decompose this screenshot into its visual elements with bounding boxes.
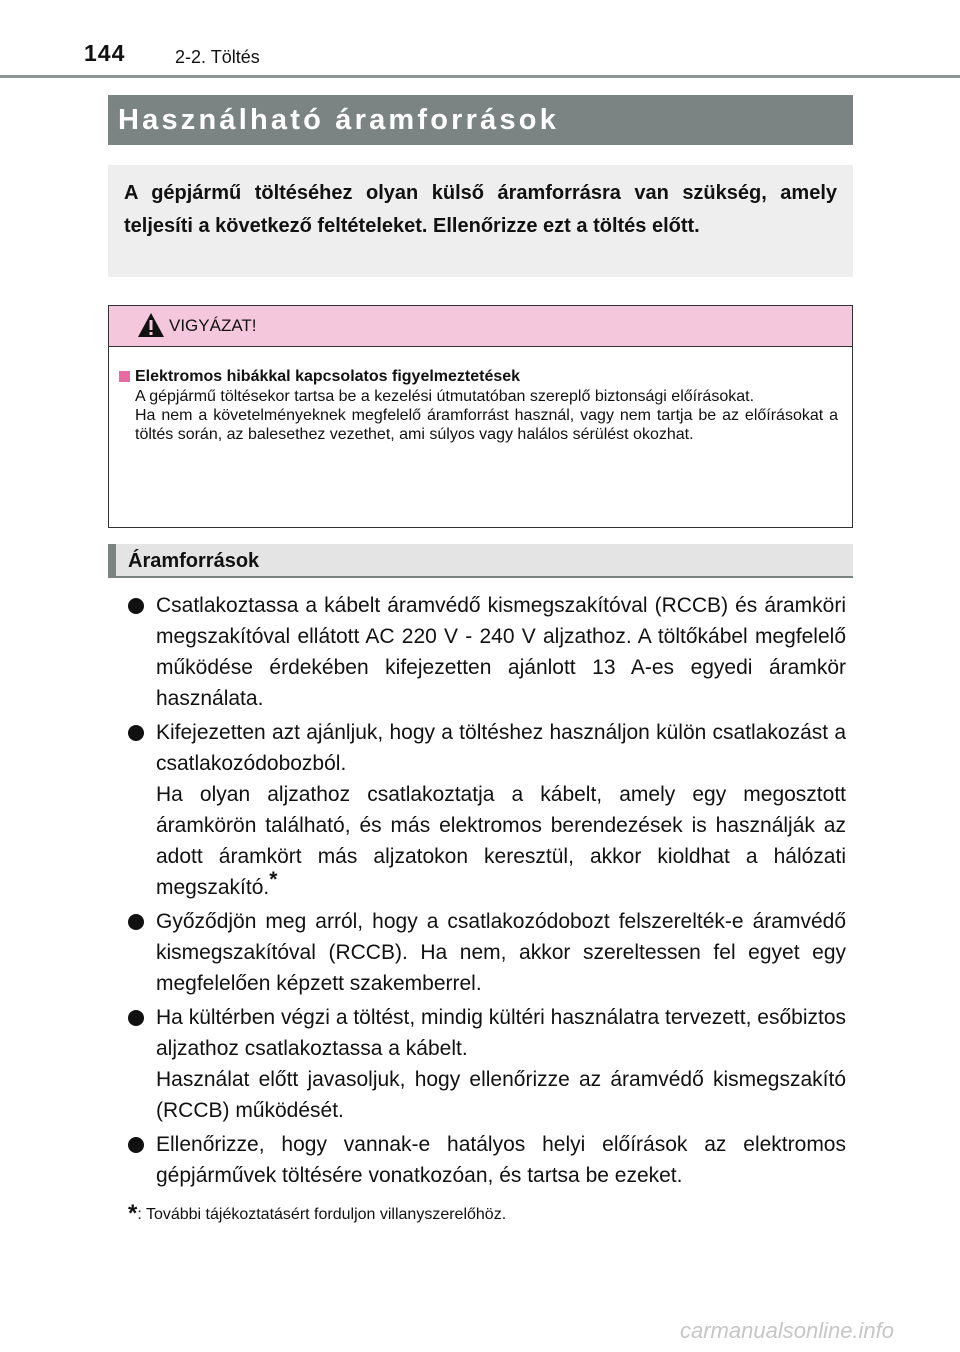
caution-paragraph-2: Ha nem a követelményeknek megfelelő áramforrást használ, vagy nem tartja be az előírásokat a töltés során, az balesethez vezethet, ami súlyos vagy halálos sérülést okozhat. [135,407,838,443]
bullet-item [128,1002,846,1126]
bullet-item [128,590,846,714]
page-title: Használható áramforrások [108,95,853,145]
bullet-dot [128,914,144,930]
caution-subheading-text: Elektromos hibákkal kapcsolatos figyelmeztetések [135,368,521,385]
bullet-text: Csatlakoztassa a kábelt áramvédő kismegszakítóval (RCCB) és áramköri megszakítóval ellátott AC 220 V - 240 V aljzathoz. A töltőkábel megfelelő működése érdekében kifejezetten ajánlott 13 A-es egyedi áramkör használata. [156,594,846,710]
bullet-dot [128,1010,144,1026]
caution-paragraph-1: A gépjármű töltésekor tartsa be a kezelési útmutatóban szereplő biztonsági előírásokat. [135,388,755,405]
footnote-mark: * [128,1200,138,1227]
bullet-text: Győződjön meg arról, hogy a csatlakozódobozt felszerelték-e áramvédő kismegszakítóval (RCCB). Ha nem, akkor szereltessen fel egyet egy megfelelően képzett szakemberrel. [156,910,846,995]
bullet-dot [128,1137,144,1153]
footnote-reference-mark: * [269,868,278,891]
caution-subheading [119,367,838,387]
bullet-text: Ha kültérben végzi a töltést, mindig kültéri használatra tervezett, esőbiztos aljzathoz csatlakoztassa a kábelt. [156,1006,846,1060]
bullet-item [128,717,846,903]
caution-box [108,305,853,528]
bullet-text: Kifejezetten azt ajánljuk, hogy a töltéshez használjon külön csatlakozást a csatlakozódobozból. [156,721,846,775]
header-rule [0,75,960,78]
page-number: 144 [84,40,126,66]
caution-label: VIGYÁZAT! [169,316,257,335]
caution-header [109,306,852,347]
bullet-item [128,906,846,999]
bullet-text-part: Ha olyan aljzathoz csatlakoztatja a kábelt, amely egy megosztott áramkörön található, és más elektromos berendezések is használják az adott áramkört más aljzatokon keresztül, akkor kioldhat a hálózati megszakító. [156,783,846,899]
bullet-item [128,1129,846,1191]
bullet-text-continued [156,779,846,903]
subsection-title: Áramforrások [128,550,260,572]
pink-square-marker [119,371,130,382]
subsection-header [108,544,853,578]
bullet-text-continued: Használat előtt javasoljuk, hogy ellenőrizze az áramvédő kismegszakító (RCCB) működését. [156,1068,846,1122]
bullet-dot [128,725,144,741]
footnote [128,1200,506,1228]
footnote-text: : További tájékoztatásért forduljon villanyszerelőhöz. [137,1206,507,1223]
subsection-accent [108,544,116,576]
warning-triangle-icon [137,312,165,338]
section-reference: 2-2. Töltés [175,47,260,67]
watermark: carmanualsonline.info [680,1318,895,1343]
caution-body [109,347,852,444]
bullet-dot [128,598,144,614]
bullet-list [128,590,846,1194]
intro-box: A gépjármű töltéséhez olyan külső áramforrásra van szükség, amely teljesíti a következő feltételeket. Ellenőrizze ezt a töltés előtt. [108,165,853,277]
bullet-text: Ellenőrizze, hogy vannak-e hatályos helyi előírások az elektromos gépjárművek töltésére vonatkozóan, és tartsa be ezeket. [156,1133,846,1187]
